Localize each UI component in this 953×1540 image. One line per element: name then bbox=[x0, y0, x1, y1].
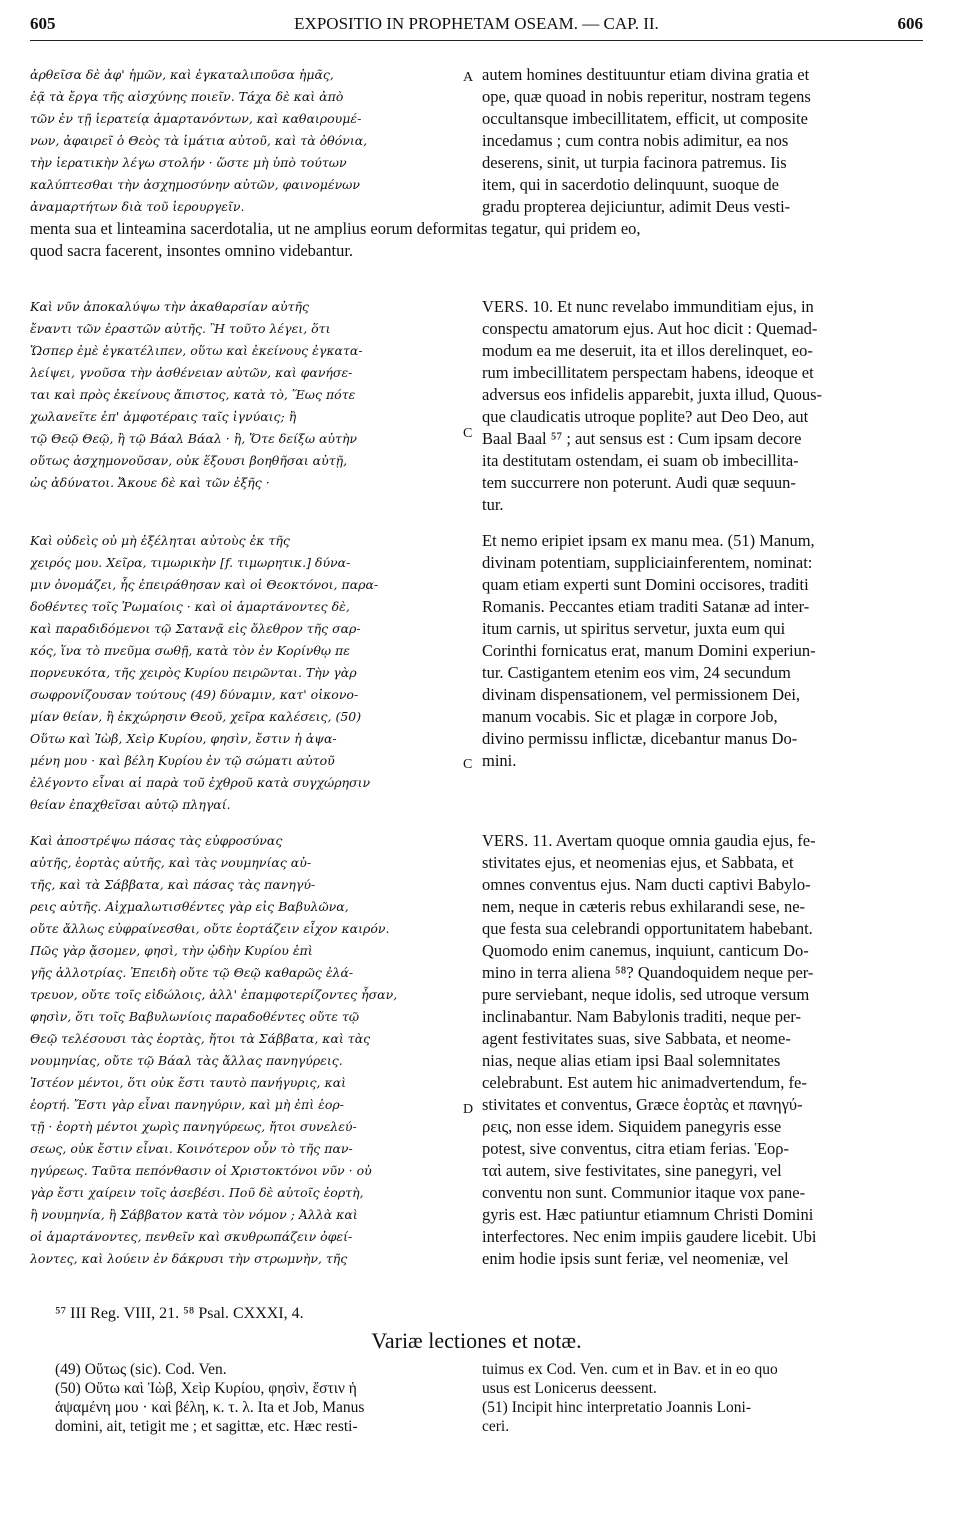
latin-line: Quomodo enim canemus, inquiunt, canticum Do- bbox=[482, 941, 809, 960]
variae-line: domini, ait, tetigit me ; et sagittæ, etc. Hæc resti- bbox=[55, 1418, 358, 1435]
latin-line: divinam potentiam, suppliciainferentem, nominat: bbox=[482, 553, 813, 572]
latin-line: nias, neque alias etiam ipsi Baal solemnitates bbox=[482, 1051, 781, 1070]
greek-line: ἀναμαρτήτων διὰ τοῦ ἱερουργεῖν. bbox=[30, 199, 245, 214]
variae-right-column bbox=[482, 1360, 922, 1436]
greek-line: τῆς, καὶ τὰ Σάββατα, καὶ πάσας τὰς πανηγύ- bbox=[30, 877, 316, 892]
footnotes: ⁵⁷ III Reg. VIII, 21. ⁵⁸ Psal. CXXXI, 4. bbox=[55, 1305, 304, 1322]
latin-line: incedamus ; cum contra nobis adimitur, ea nos bbox=[482, 131, 789, 150]
greek-line: ἔναντι τῶν ἐραστῶν αὐτῆς. Ἢ τοῦτο λέγει, ὅτι bbox=[30, 321, 331, 336]
latin-column-block1 bbox=[482, 64, 922, 218]
latin-line: tur. bbox=[482, 495, 504, 514]
latin-line: interfectores. Nec enim impiis gaudere licebit. Ubi bbox=[482, 1227, 817, 1246]
margin-mark-c1: C bbox=[463, 426, 473, 441]
latin-line: deserens, sinit, ut turpia facinora patremus. Iis bbox=[482, 153, 787, 172]
greek-line: μένη μου · καὶ βέλη Κυρίου ἐν τῷ σώματι αὐτοῦ bbox=[30, 753, 335, 768]
latin-line: omnes conventus ejus. Nam ducti captivi Babylo- bbox=[482, 875, 811, 894]
latin-line: divinam dispensationem, vel permissionem Dei, bbox=[482, 685, 801, 704]
variae-line: (51) Incipit hinc interpretatio Joannis Loni- bbox=[482, 1399, 752, 1416]
margin-mark-a: A bbox=[463, 70, 474, 85]
variae-line: usus est Lonicerus deessent. bbox=[482, 1380, 657, 1397]
greek-line: νουμηνίας, οὔτε τῷ Βάαλ τὰς ἄλλας πανηγύρεις. bbox=[30, 1053, 343, 1068]
greek-column-block2 bbox=[30, 296, 455, 494]
latin-line: adversus eos infidelis apparebit, juxta illud, Quous- bbox=[482, 385, 823, 404]
greek-line: λείψει, γνοῦσα τὴν ἀσθένειαν αὐτῶν, καὶ φανήσε- bbox=[30, 365, 353, 380]
latin-line: Et nemo eripiet ipsam ex manu mea. (51) Manum, bbox=[482, 531, 815, 550]
greek-line: τῷ Θεῷ Θεῷ, ἢ τῷ Βάαλ Βάαλ · ἢ, Ὅτε δείξω αὐτὴν bbox=[30, 431, 358, 446]
greek-line: θείαν ἐπαχθεῖσαι αὐτῷ πληγαί. bbox=[30, 797, 231, 812]
greek-line: ται καὶ πρὸς ἐκείνους ἄπιστος, κατὰ τὸ, Ἕως πότε bbox=[30, 387, 356, 402]
latin-line: ταὶ autem, sive festivitates, sine panegyri, vel bbox=[482, 1161, 782, 1180]
latin-line: menta sua et linteamina sacerdotalia, ut ne amplius eorum deformitas tegatur, qui pridem eo, bbox=[30, 219, 641, 238]
latin-line: agent festivitates suas, sive Sabbata, et neome- bbox=[482, 1029, 791, 1048]
latin-line: rum imbecillitatem perspectam habens, ideoque et bbox=[482, 363, 814, 382]
greek-line: σωφρονίζουσαν τούτους (49) δύναμιν, κατ' οἰκονο- bbox=[30, 687, 359, 702]
latin-line: tur. Castigantem etenim eos vim, 24 secundum bbox=[482, 663, 791, 682]
latin-line: divino permissu inflictæ, dicebantur manus Do- bbox=[482, 729, 798, 748]
latin-line: quam etiam experti sunt Domini occisores, traditi bbox=[482, 575, 809, 594]
greek-line: οἱ ἁμαρτάνοντες, πενθεῖν καὶ σκυθρωπάζειν ὀφεί- bbox=[30, 1229, 353, 1244]
greek-line: καὶ παραδιδόμενοι τῷ Σατανᾷ εἰς ὄλεθρον τῆς σαρ- bbox=[30, 621, 361, 636]
greek-column-block3 bbox=[30, 530, 455, 816]
greek-line: Καὶ οὐδεὶς οὐ μὴ ἐξέληται αὐτοὺς ἐκ τῆς bbox=[30, 533, 290, 548]
latin-line: conventu non sunt. Communior itaque vox pane- bbox=[482, 1183, 806, 1202]
greek-column-block1 bbox=[30, 64, 455, 218]
latin-line: quod sacra facerent, insontes omnino videbantur. bbox=[30, 241, 354, 260]
greek-line: ρεις αὐτῆς. Αἰχμαλωτισθέντες γὰρ εἰς Βαβυλῶνα, bbox=[30, 899, 349, 914]
greek-line: ηγύρεως. Ταῦτα πεπόνθασιν οἱ Χριστοκτόνοι νῦν · οὐ bbox=[30, 1163, 372, 1178]
latin-column-block4 bbox=[482, 830, 922, 1270]
latin-line: occultansque imbecillitatem, efficit, ut composite bbox=[482, 109, 808, 128]
greek-line: φησὶν, ὅτι τοῖς Βαβυλωνίοις παραδοθέντες οὔτε τῷ bbox=[30, 1009, 360, 1024]
latin-line: que claudicatis utroque poplite? aut Deo Deo, aut bbox=[482, 407, 809, 426]
variae-line: ceri. bbox=[482, 1418, 510, 1435]
latin-line: mini. bbox=[482, 751, 517, 770]
latin-line: Baal Baal ⁵⁷ ; aut sensus est : Cum ipsam decore bbox=[482, 429, 802, 448]
latin-line: celebrabunt. Est autem hic animadvertendum, fe- bbox=[482, 1073, 807, 1092]
greek-line: Οὕτω καὶ Ἰὼβ, Χεὶρ Κυρίου, φησὶν, ἔστιν ἡ ἁψα- bbox=[30, 731, 337, 746]
latin-line: nem, neque in cæteris rebus exhilarandi sese, ne- bbox=[482, 897, 806, 916]
latin-line: stivitates et conventus, Græce ἑορτὰς et πανηγύ- bbox=[482, 1095, 803, 1114]
greek-line: χειρός μου. Χεῖρα, τιμωρικὴν [f. τιμωρητικ.] δύνα- bbox=[30, 555, 351, 570]
greek-line: χωλανεῖτε ἐπ' ἀμφοτέραις ταῖς ἰγνύαις; ἢ bbox=[30, 409, 297, 424]
page-number-right: 606 bbox=[897, 14, 923, 33]
greek-line: τρευον, οὔτε τοῖς εἰδώλοις, ἀλλ' ἐπαμφοτερίζοντες ἦσαν, bbox=[30, 987, 398, 1002]
greek-line: καλύπτεσθαι τὴν ἀσχημοσύνην αὐτῶν, φαινομένων bbox=[30, 177, 360, 192]
greek-line: σεως, οὐκ ἔστιν εἶναι. Κοινότερον οὖν τὸ τῆς παν- bbox=[30, 1141, 353, 1156]
variae-line: ἁψαμένη μου · καὶ βέλη, κ. τ. λ. Ita et Job, Manus bbox=[55, 1399, 365, 1416]
greek-line: ἑορτή. Ἔστι γὰρ εἶναι πανηγύριν, καὶ μὴ ἐπὶ ἑορ- bbox=[30, 1097, 344, 1112]
margin-mark-c2: C bbox=[463, 757, 473, 772]
variae-left-column bbox=[55, 1360, 465, 1436]
variae-line: tuimus ex Cod. Ven. cum et in Bav. et in eo quo bbox=[482, 1361, 778, 1378]
greek-line: ἐᾷ τὰ ἔργα τῆς αἰσχύνης ποιεῖν. Τάχα δὲ καὶ ἀπὸ bbox=[30, 89, 344, 104]
greek-line: Θεῷ τελέσουσι τὰς ἑορτὰς, ἤτοι τὰ Σάββατα, καὶ τὰς bbox=[30, 1031, 371, 1046]
greek-line: γὰρ ἔστι χαίρειν τοῖς ἀσεβέσι. Ποῦ δὲ αὐτοῖς ἑορτὴ, bbox=[30, 1185, 364, 1200]
greek-column-block4 bbox=[30, 830, 455, 1270]
latin-line: stivitates ejus, et neomenias ejus, et Sabbata, et bbox=[482, 853, 794, 872]
latin-line: ita destitutam ostendam, ei suam ob imbecillita- bbox=[482, 451, 799, 470]
greek-line: λοντες, καὶ λούειν ἐν δάκρυσι τὴν στρωμνὴν, τῆς bbox=[30, 1251, 348, 1266]
latin-line: tem succurrere non poterunt. Audi quæ sequun- bbox=[482, 473, 796, 492]
greek-line: γῆς ἀλλοτρίας. Ἐπειδὴ οὔτε τῷ Θεῷ καθαρῶς ἐλά- bbox=[30, 965, 354, 980]
latin-full-width-continuation bbox=[30, 218, 923, 262]
greek-line: ἐλέγοντο εἶναι αἱ παρὰ τοῦ ἐχθροῦ κατὰ συγχώρησιν bbox=[30, 775, 371, 790]
greek-line: Καὶ νῦν ἀποκαλύψω τὴν ἀκαθαρσίαν αὐτῆς bbox=[30, 299, 309, 314]
greek-line: νων, ἀφαιρεῖ ὁ Θεὸς τὰ ἱμάτια αὐτοῦ, καὶ τὰ ὀθόνια, bbox=[30, 133, 368, 148]
greek-line: Πῶς γὰρ ᾄσομεν, φησὶ, τὴν ᾠδὴν Κυρίου ἐπὶ bbox=[30, 943, 313, 958]
greek-line: τῇ · ἑορτὴ μέντοι χωρὶς πανηγύρεως, ἤτοι συνελεύ- bbox=[30, 1119, 357, 1134]
latin-line: item, qui in sacerdotio delinquunt, suoque de bbox=[482, 175, 779, 194]
margin-mark-d: D bbox=[463, 1102, 474, 1117]
greek-line: οὔτε ἄλλως εὐφραίνεσθαι, οὔτε ἑορτάζειν εἶχον καιρόν. bbox=[30, 921, 390, 936]
greek-line: μίαν θείαν, ἢ ἐκχώρησιν Θεοῦ, χεῖρα καλέσεις, (50) bbox=[30, 709, 362, 724]
variae-line: (50) Οὕτω καὶ Ἰὼβ, Χεὶρ Κυρίου, φησὶν, ἔστιν ἡ bbox=[55, 1380, 357, 1397]
greek-line: τὴν ἱερατικὴν λέγω στολήν · ὥστε μὴ ὑπὸ τούτων bbox=[30, 155, 347, 170]
greek-line: Καὶ ἀποστρέψω πάσας τὰς εὐφροσύνας bbox=[30, 833, 283, 848]
latin-line: mino in terra aliena ⁵⁸? Quandoquidem neque per- bbox=[482, 963, 814, 982]
latin-line: Romanis. Peccantes etiam traditi Satanæ ad inter- bbox=[482, 597, 810, 616]
latin-line: manum vocabis. Sic et plagæ in corpore Job, bbox=[482, 707, 778, 726]
latin-line: VERS. 10. Et nunc revelabo immunditiam ejus, in bbox=[482, 297, 814, 316]
greek-line: κός, ἵνα τὸ πνεῦμα σωθῇ, κατὰ τὸν ἐν Κορίνθῳ πε bbox=[30, 643, 350, 658]
greek-line: μιν ὀνομάζει, ἧς ἐπειράθησαν καὶ οἱ Θεοκτόνοι, παρα- bbox=[30, 577, 379, 592]
variae-line: (49) Οὕτως (sic). Cod. Ven. bbox=[55, 1361, 227, 1378]
greek-line: Ὥσπερ ἐμὲ ἐγκατέλιπεν, οὕτω καὶ ἐκείνους ἐγκατα- bbox=[30, 343, 363, 358]
greek-line: ἀρθεῖσα δὲ ἀφ' ἡμῶν, καὶ ἐγκαταλιποῦσα ἡμᾶς, bbox=[30, 67, 334, 82]
latin-line: Corinthi fornicatus erat, manum Domini experiun- bbox=[482, 641, 816, 660]
latin-line: ρεις, non esse idem. Siquidem panegyris esse bbox=[482, 1117, 782, 1136]
latin-line: que festa sua celebrandi opportunitatem habebant. bbox=[482, 919, 813, 938]
greek-line: οὕτως ἀσχημονοῦσαν, οὐκ ἕξουσι βοηθῆσαι αὐτῇ, bbox=[30, 453, 348, 468]
greek-line: ὡς ἀδύνατοι. Ἄκουε δὲ καὶ τῶν ἑξῆς · bbox=[30, 475, 270, 490]
latin-line: gradu propterea dejiciuntur, adimit Deus vesti- bbox=[482, 197, 791, 216]
latin-line: ope, quæ quoad in nobis reperitur, nostram tegens bbox=[482, 87, 811, 106]
greek-line: δοθέντες τοῖς Ῥωμαίοις · καὶ οἱ ἁμαρτάνοντες δὲ, bbox=[30, 599, 350, 614]
latin-line: itum carnis, ut spiritus servetur, juxta eum qui bbox=[482, 619, 786, 638]
latin-line: pure serviebant, neque idolis, sed utroque versum bbox=[482, 985, 810, 1004]
page-header bbox=[30, 14, 923, 42]
latin-line: VERS. 11. Avertam quoque omnia gaudia ejus, fe- bbox=[482, 831, 816, 850]
latin-line: conspectu amatorum ejus. Aut hoc dicit : Quemad- bbox=[482, 319, 818, 338]
greek-line: πορνευκότα, τῆς χειρὸς Κυρίου πειρῶνται. Τὴν γὰρ bbox=[30, 665, 357, 680]
latin-line: gyris est. Hæc patiuntur etiamnum Christi Domini bbox=[482, 1205, 814, 1224]
greek-line: τῶν ἐν τῇ ἱερατείᾳ ἁμαρτανόντων, καὶ καθαιρουμέ- bbox=[30, 111, 362, 126]
latin-line: potest, sive conventus, citra etiam ferias. Ἑορ- bbox=[482, 1139, 789, 1158]
latin-column-block3 bbox=[482, 530, 922, 772]
variae-lectiones-title: Variæ lectiones et notæ. bbox=[371, 1328, 582, 1353]
header-rule bbox=[30, 40, 923, 41]
greek-line: Ἰστέον μέντοι, ὅτι οὐκ ἔστι ταυτὸ πανήγυρις, καὶ bbox=[30, 1075, 347, 1090]
greek-line: ἢ νουμηνία, ἢ Σάββατον κατὰ τὸν νόμον ; Ἀλλὰ καὶ bbox=[30, 1207, 358, 1222]
latin-line: enim hodie ipsis sunt feriæ, vel neomeniæ, vel bbox=[482, 1249, 789, 1268]
greek-line: αὐτῆς, ἑορτὰς αὐτῆς, καὶ τὰς νουμηνίας αὐ- bbox=[30, 855, 312, 870]
latin-line: inclinabantur. Nam Babylonis traditi, neque per- bbox=[482, 1007, 802, 1026]
latin-line: modum ea me deseruit, ita et illos derelinquet, eo- bbox=[482, 341, 813, 360]
latin-column-block2 bbox=[482, 296, 922, 516]
latin-line: autem homines destituuntur etiam divina gratia et bbox=[482, 65, 810, 84]
running-title: EXPOSITIO IN PROPHETAM OSEAM. — CAP. II. bbox=[294, 14, 659, 33]
page-number-left: 605 bbox=[30, 14, 56, 33]
